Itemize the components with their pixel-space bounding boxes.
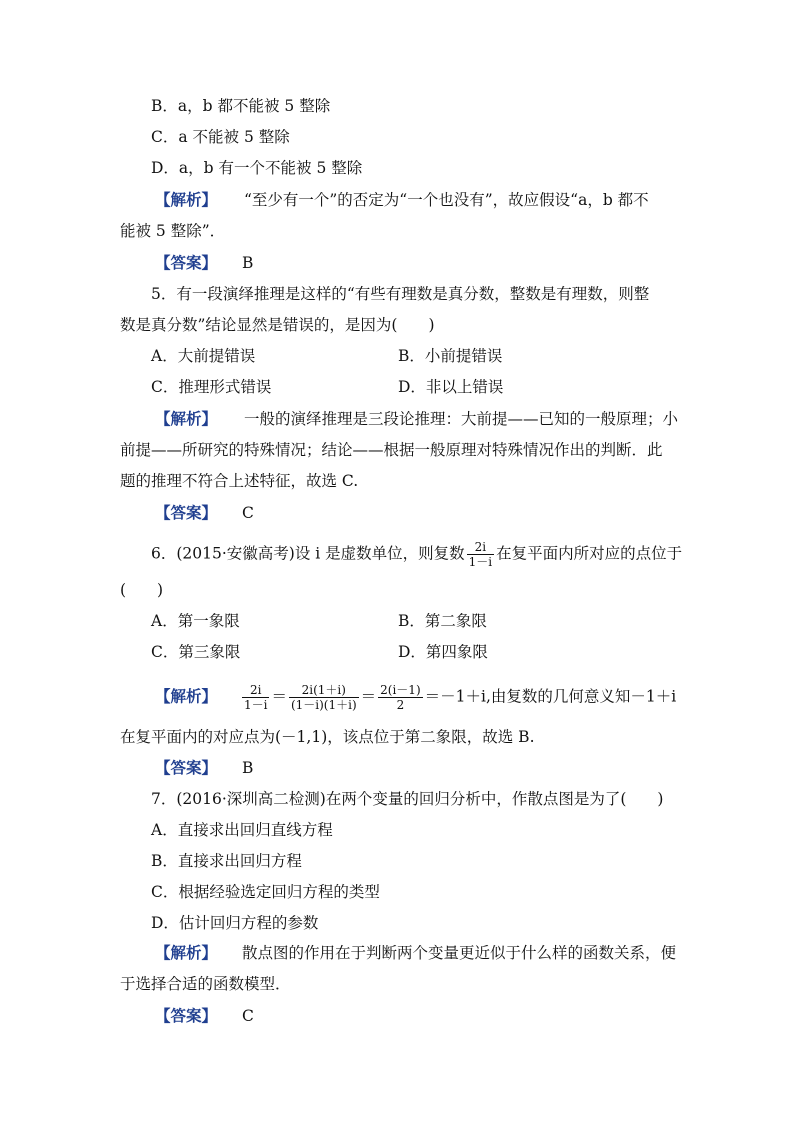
q5-stem-line1: 5．有一段演绎推理是这样的“有些有理数是真分数，整数是有理数，则整 <box>151 285 650 303</box>
q7-analysis-line1 <box>155 943 794 963</box>
q4-option-d: D．a，b 有一个不能被 5 整除 <box>151 159 363 177</box>
q5-option-b: B．小前提错误 <box>398 347 503 365</box>
q7-analysis-line2: 于选择合适的函数模型． <box>120 975 291 993</box>
q7-option-c: C．根据经验选定回归方程的类型 <box>151 883 380 901</box>
q4-analysis-text: “至少有一个”的否定为“一个也没有”，故应假设“a，b 都不 <box>243 191 649 209</box>
analysis-label: 【解析】 <box>155 409 218 428</box>
q7-option-d: D．估计回归方程的参数 <box>151 914 319 932</box>
q6-option-d: D．第四象限 <box>398 643 488 661</box>
q6-answer-value: B <box>241 759 254 777</box>
equals-sign: ＝ <box>360 687 377 706</box>
answer-label: 【答案】 <box>155 503 218 522</box>
frac-denominator: (1－i)(1＋i) <box>290 698 357 712</box>
q5-options-row2 <box>151 377 794 397</box>
q6-analysis-line1 <box>155 683 794 712</box>
frac-denominator: 2 <box>396 698 405 712</box>
frac-numerator: 2i(1＋i) <box>289 683 359 698</box>
q7-answer <box>155 1006 794 1026</box>
q4-analysis-line2: 能被 5 整除”． <box>120 222 226 240</box>
answer-label: 【答案】 <box>155 253 218 272</box>
q6-fraction <box>467 540 494 569</box>
q5-answer-value: C <box>241 504 254 522</box>
q7-option-b: B．直接求出回归方程 <box>151 852 302 870</box>
q6-option-b: B．第二象限 <box>398 612 487 630</box>
q7-analysis-text: 散点图的作用在于判断两个变量更近似于什么样的函数关系，便 <box>241 944 676 962</box>
q4-analysis-line1 <box>155 190 794 210</box>
frac-numerator: 2i <box>242 683 269 698</box>
analysis-label: 【解析】 <box>155 190 218 209</box>
q5-analysis-text: 一般的演绎推理是三段论推理：大前提——已知的一般原理；小 <box>243 410 678 428</box>
q6-analysis-fraction-1 <box>242 683 269 712</box>
q5-options-row1 <box>151 346 794 366</box>
analysis-label: 【解析】 <box>155 686 218 706</box>
q4-answer-value: B <box>241 254 254 272</box>
q6-options-row2 <box>151 642 794 662</box>
q6-answer <box>155 758 794 778</box>
q5-analysis-line3: 题的推理不符合上述特征，故选 C. <box>120 472 359 490</box>
q6-stem-suffix: 在复平面内所对应的点位于 <box>496 544 683 563</box>
answer-label: 【答案】 <box>155 758 218 777</box>
q4-option-c: C．a 不能被 5 整除 <box>151 128 290 146</box>
frac-numerator: 2i <box>467 540 494 555</box>
q7-stem: 7．(2016·深圳高二检测)在两个变量的回归分析中，作散点图是为了( ) <box>151 790 664 808</box>
q6-analysis-tail: ＝－1＋i,由复数的几何意义知－1＋i <box>424 687 677 706</box>
answer-label: 【答案】 <box>155 1006 218 1025</box>
q7-answer-value: C <box>241 1007 254 1025</box>
q6-option-c: C．第三象限 <box>151 643 241 661</box>
q6-stem-line1 <box>151 540 794 569</box>
q7-option-a: A．直接求出回归直线方程 <box>151 821 333 839</box>
frac-numerator: 2(i－1) <box>380 683 421 697</box>
q4-option-b: B．a，b 都不能被 5 整除 <box>151 97 331 115</box>
frac-denominator: 1－i <box>243 698 268 712</box>
q5-option-c: C．推理形式错误 <box>151 378 272 396</box>
q6-stem-prefix: 6．(2015·安徽高考)设 i 是虚数单位，则复数 <box>151 544 465 563</box>
q4-answer <box>155 253 794 273</box>
q5-analysis-line1 <box>155 409 794 429</box>
q5-stem-line2: 数是真分数”结论显然是错误的，是因为( ) <box>120 316 435 334</box>
q5-option-d: D．非以上错误 <box>398 378 504 396</box>
q5-analysis-line2: 前提——所研究的特殊情况；结论——根据一般原理对特殊情况作出的判断．此 <box>120 441 663 459</box>
q6-option-a: A．第一象限 <box>151 612 240 630</box>
q6-analysis-fraction-3 <box>378 683 422 712</box>
q6-analysis-line2: 在复平面内的对应点为(－1,1)，该点位于第二象限，故选 B. <box>120 728 535 746</box>
q5-answer <box>155 503 794 523</box>
q6-analysis-fraction-2 <box>289 683 359 712</box>
frac-denominator: 1－i <box>468 555 493 569</box>
equals-sign: ＝ <box>271 687 287 706</box>
q6-stem-line2: ( ) <box>120 581 164 599</box>
analysis-label: 【解析】 <box>155 943 218 962</box>
q5-option-a: A．大前提错误 <box>151 347 256 365</box>
q6-options-row1 <box>151 611 794 631</box>
